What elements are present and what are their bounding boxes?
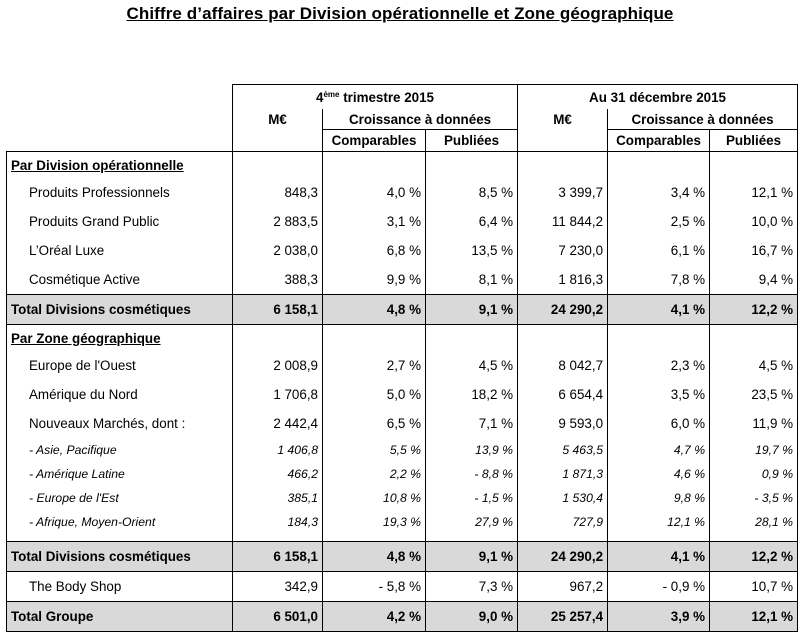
table-row-total-groupe: Total Groupe 6 501,0 4,2 % 9,0 % 25 257,4 3,9 % 12,1 %: [7, 602, 798, 632]
revenue-table: [6, 84, 798, 632]
row-label: - Asie, Pacifique: [7, 438, 233, 462]
q4-growth-header: Croissance à données: [323, 109, 518, 130]
section-title-zone: Par Zone géographique: [7, 325, 233, 352]
row-label: - Afrique, Moyen-Orient: [7, 510, 233, 534]
row-label: Amérique du Nord: [7, 380, 233, 409]
table-row-body-shop: The Body Shop 342,9 - 5,8 % 7,3 % 967,2 - 0,9 % 10,7 %: [7, 572, 798, 602]
row-label: Produits Professionnels: [7, 178, 233, 207]
q4-me-header: M€: [233, 109, 323, 130]
row-label: Produits Grand Public: [7, 207, 233, 236]
table-row-total-divisions: Total Divisions cosmétiques 6 158,1 4,8 % 9,1 % 24 290,2 4,1 % 12,2 %: [7, 295, 798, 325]
table-row: L’Oréal Luxe 2 038,0 6,8 % 13,5 % 7 230,0 6,1 % 16,7 %: [7, 236, 798, 265]
table-row-sub: - Asie, Pacifique 1 406,8 5,5 % 13,9 % 5 463,5 4,7 % 19,7 %: [7, 438, 798, 462]
row-label: Cosmétique Active: [7, 265, 233, 295]
table-row: Cosmétique Active 388,3 9,9 % 8,1 % 1 816,3 7,8 % 9,4 %: [7, 265, 798, 295]
q4-comparables-header: Comparables: [323, 130, 426, 152]
table-row: Produits Grand Public 2 883,5 3,1 % 6,4 % 11 844,2 2,5 % 10,0 %: [7, 207, 798, 236]
row-label: - Amérique Latine: [7, 462, 233, 486]
page-title: Chiffre d’affaires par Division opérationnelle et Zone géographique: [126, 4, 674, 23]
fy-period-header: Au 31 décembre 2015: [518, 85, 798, 110]
table-row-sub: - Afrique, Moyen-Orient 184,3 19,3 % 27,9 % 727,9 12,1 % 28,1 %: [7, 510, 798, 534]
row-label: The Body Shop: [7, 572, 233, 602]
table-row: Produits Professionnels 848,3 4,0 % 8,5 % 3 399,7 3,4 % 12,1 %: [7, 178, 798, 207]
fy-me-header: M€: [553, 111, 572, 127]
row-label: Total Divisions cosmétiques: [7, 542, 233, 572]
row-label: - Europe de l'Est: [7, 486, 233, 510]
section-title-division: Par Division opérationnelle: [7, 152, 233, 179]
row-label: L’Oréal Luxe: [7, 236, 233, 265]
fy-growth-header: Croissance à données: [608, 109, 798, 130]
table-row: Europe de l'Ouest 2 008,9 2,7 % 4,5 % 8 042,7 2,3 % 4,5 %: [7, 351, 798, 380]
fy-publiees-header: Publiées: [710, 130, 798, 152]
table-row-sub: - Europe de l'Est 385,1 10,8 % - 1,5 % 1 530,4 9,8 % - 3,5 %: [7, 486, 798, 510]
table-row-total-zones: Total Divisions cosmétiques 6 158,1 4,8 % 9,1 % 24 290,2 4,1 % 12,2 %: [7, 542, 798, 572]
row-label: Total Groupe: [7, 602, 233, 632]
row-label: Total Divisions cosmétiques: [7, 295, 233, 325]
q4-publiees-header: Publiées: [426, 130, 518, 152]
row-label: Europe de l'Ouest: [7, 351, 233, 380]
table-row: Nouveaux Marchés, dont : 2 442,4 6,5 % 7,1 % 9 593,0 6,0 % 11,9 %: [7, 409, 798, 438]
row-label: Nouveaux Marchés, dont :: [7, 409, 233, 438]
table-row-sub: - Amérique Latine 466,2 2,2 % - 8,8 % 1 871,3 4,6 % 0,9 %: [7, 462, 798, 486]
table-row: Amérique du Nord 1 706,8 5,0 % 18,2 % 6 654,4 3,5 % 23,5 %: [7, 380, 798, 409]
fy-comparables-header: Comparables: [608, 130, 710, 152]
q4-period-header: 4ème trimestre 2015: [233, 85, 518, 110]
